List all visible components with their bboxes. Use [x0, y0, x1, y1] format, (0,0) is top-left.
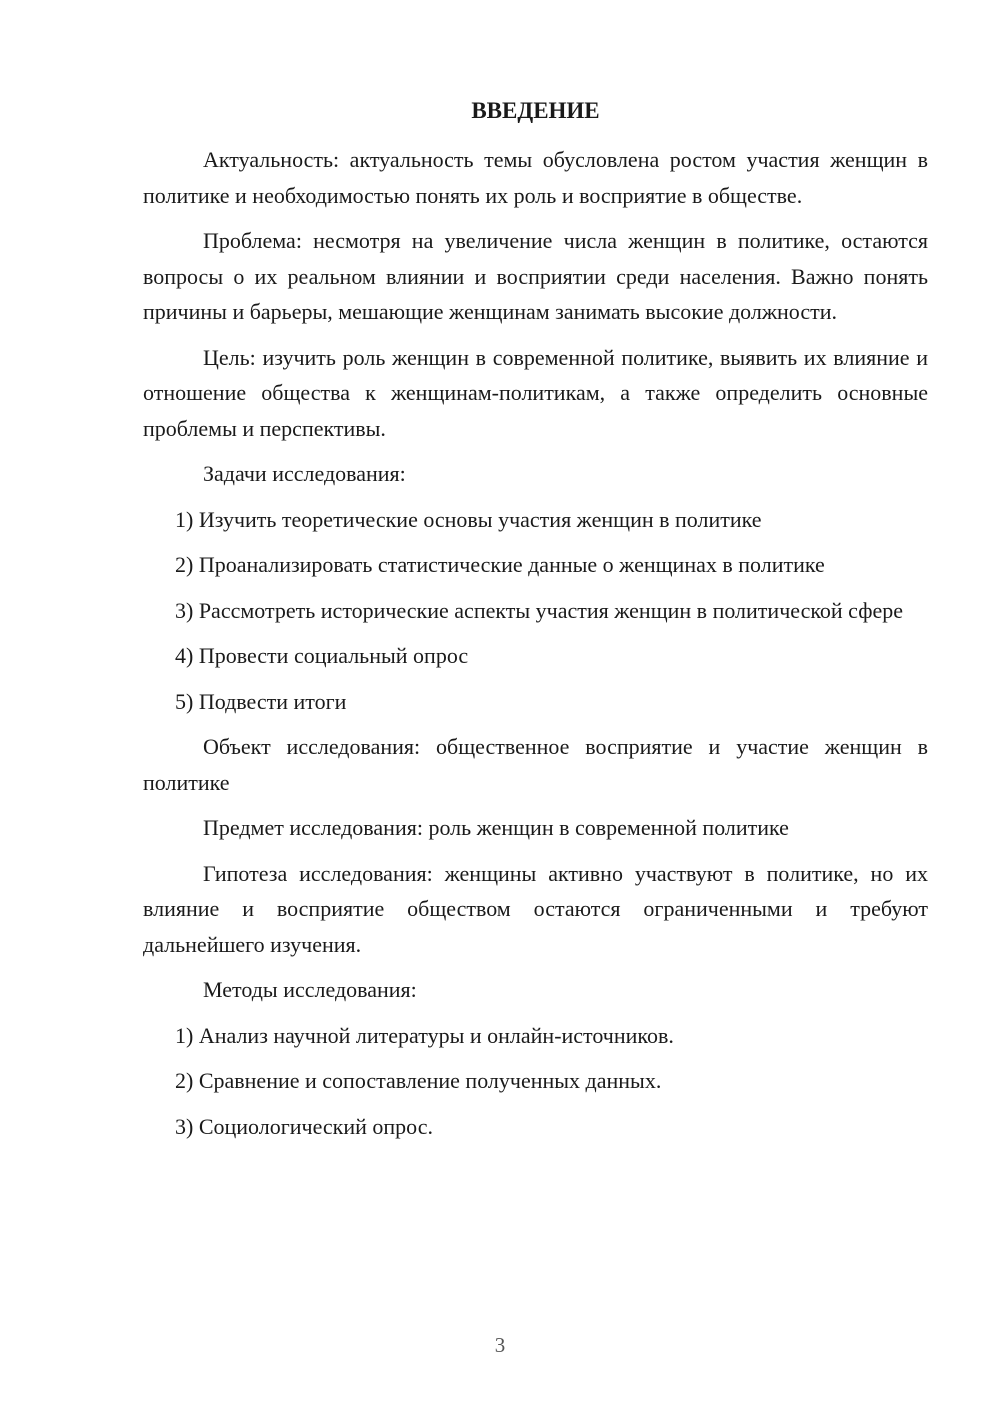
method-item: 3) Социологический опрос.: [175, 1113, 433, 1139]
hypothesis-paragraph: Гипотеза исследования: женщины активно участвуют в политике, но их влияние и восприятие обществом остаются ограниченными и требуют дальнейшего изучения.: [143, 860, 928, 957]
object-paragraph: Объект исследования: общественное восприятие и участие женщин в политике: [143, 734, 928, 795]
method-item: 2) Сравнение и сопоставление полученных данных.: [175, 1068, 662, 1093]
method-item: 1) Анализ научной литературы и онлайн-источников.: [175, 1022, 674, 1048]
subject-paragraph: Предмет исследования: роль женщин в современной политике: [203, 815, 789, 840]
goal-paragraph: Цель: изучить роль женщин в современной политике, выявить их влияние и отношение общества к женщинам-политикам, а также определить основные проблемы и перспективы.: [143, 344, 928, 441]
document-page: [143, 96, 928, 1154]
task-item: 5) Подвести итоги: [175, 688, 347, 714]
task-item: 3) Рассмотреть исторические аспекты участия женщин в политической сфере: [175, 597, 903, 623]
task-item: 2) Проанализировать статистические данные о женщинах в политике: [175, 552, 825, 577]
document-title: ВВЕДЕНИЕ: [471, 98, 600, 123]
task-item: 4) Провести социальный опрос: [175, 643, 469, 668]
problem-paragraph: Проблема: несмотря на увеличение числа женщин в политике, остаются вопросы о их реальном влиянии и восприятии среди населения. Важно понять причины и барьеры, мешающие женщинам занимать высокие должности.: [143, 228, 928, 324]
methods-heading: Методы исследования:: [203, 977, 417, 1002]
page-number: 3: [494, 1333, 506, 1357]
tasks-heading: Задачи исследования:: [203, 461, 406, 486]
task-item: 1) Изучить теоретические основы участия женщин в политике: [175, 506, 762, 532]
relevance-paragraph: Актуальность: актуальность темы обусловлена ростом участия женщин в политике и необходимостью понять их роль и восприятие в обществе.: [143, 147, 928, 208]
